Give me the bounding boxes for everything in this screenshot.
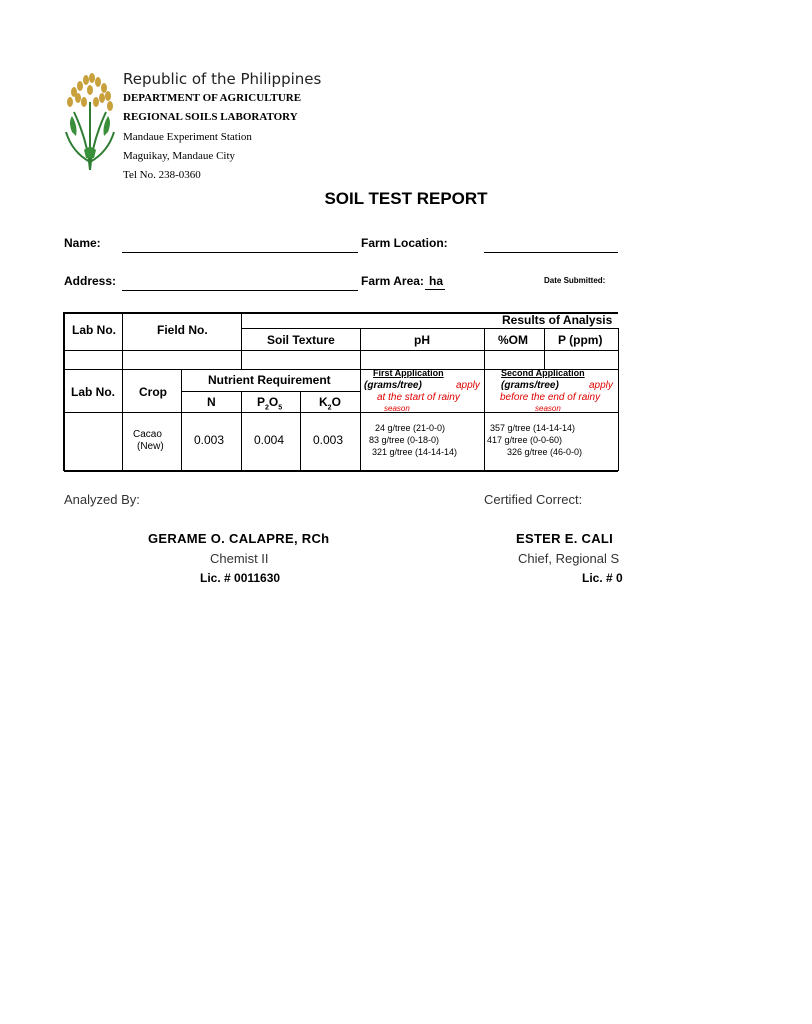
t1-ph-header: pH: [414, 333, 430, 347]
second-application-note: before the end of rainy: [500, 392, 601, 403]
tel-text: Tel No. 238-0360: [123, 169, 201, 181]
second-app-item-2: 417 g/tree (0-0-60): [487, 435, 563, 445]
analyzed-by-label: Analyzed By:: [64, 492, 140, 507]
farm-location-label: Farm Location:: [361, 236, 448, 250]
p-value: 0.004: [254, 433, 285, 447]
second-application-unit: (grams/tree): [501, 380, 559, 391]
t2-nutrient-requirement-header: Nutrient Requirement: [208, 373, 331, 387]
k-value: 0.003: [313, 433, 344, 447]
t1-om-header: %OM: [498, 333, 528, 347]
report-title: SOIL TEST REPORT: [324, 189, 488, 208]
chief-name: ESTER E. CALI: [516, 531, 614, 546]
chief-title: Chief, Regional S: [518, 551, 620, 566]
t2-p2o5-header: $P_2O_5$: [257, 395, 283, 412]
station-text: Mandaue Experiment Station: [123, 131, 252, 143]
name-field-line: [122, 252, 358, 253]
farm-area-field-line: [425, 289, 445, 290]
chemist-title: Chemist II: [210, 551, 269, 566]
t1-p-ppm-header: P (ppm): [558, 333, 603, 347]
republic-heading: Republic of the Philippines: [123, 70, 322, 88]
first-application-title: First Application: [373, 368, 444, 378]
chemist-license: Lic. # 0011630: [200, 571, 281, 585]
first-application-note2: season: [384, 404, 410, 413]
date-submitted-label: Date Submitted:: [544, 276, 606, 285]
t2-n-header: N: [207, 395, 216, 409]
t1-lab-no-header: Lab No.: [72, 323, 116, 337]
second-application-note2: season: [535, 404, 561, 413]
first-app-item-3: 321 g/tree (14-14-14): [372, 447, 458, 457]
t1-soil-texture-header: Soil Texture: [267, 333, 335, 347]
certified-correct-label: Certified Correct:: [484, 492, 583, 507]
first-app-item-2: 83 g/tree (0-18-0): [369, 435, 440, 445]
chief-license: Lic. # 0: [582, 571, 623, 585]
first-application-unit: (grams/tree): [364, 380, 422, 391]
t1-results-header: Results of Analysis: [502, 313, 613, 327]
t2-lab-no-header: Lab No.: [71, 385, 115, 399]
address-label: Address:: [64, 274, 117, 288]
second-app-item-1: 357 g/tree (14-14-14): [490, 423, 576, 433]
t2-k2o-header: $K_2O$: [319, 395, 341, 412]
first-application-apply: apply: [456, 380, 480, 391]
second-application-title: Second Application: [501, 368, 585, 378]
chemist-name: GERAME O. CALAPRE, RCh: [148, 531, 330, 546]
rice-sheaf-logo: [62, 72, 118, 172]
farm-area-unit: ha: [429, 274, 444, 288]
farm-location-field-line: [484, 252, 618, 253]
department-heading: DEPARTMENT OF AGRICULTURE: [123, 92, 302, 104]
second-app-item-3: 326 g/tree (46-0-0): [507, 447, 583, 457]
farm-area-label: Farm Area:: [361, 274, 424, 288]
second-application-apply: apply: [589, 380, 613, 391]
lab-heading: REGIONAL SOILS LABORATORY: [123, 111, 298, 123]
crop-name: Cacao: [133, 429, 162, 440]
t1-field-no-header: Field No.: [157, 323, 208, 337]
n-value: 0.003: [194, 433, 225, 447]
address-text: Maguikay, Mandaue City: [123, 150, 236, 162]
t2-crop-header: Crop: [139, 385, 167, 399]
address-field-line: [122, 290, 358, 291]
name-label: Name:: [64, 236, 101, 250]
first-application-note: at the start of rainy: [377, 392, 460, 403]
first-app-item-1: 24 g/tree (21-0-0): [375, 423, 446, 433]
crop-type: (New): [137, 441, 164, 452]
